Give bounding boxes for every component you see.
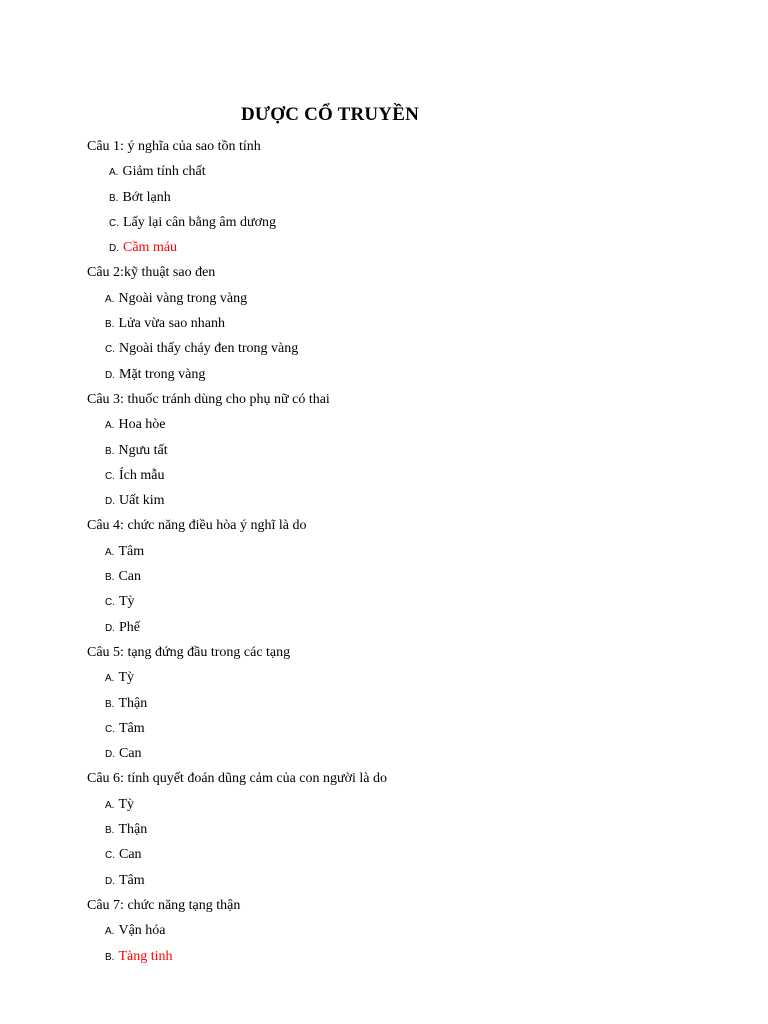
option-letter: B. — [105, 698, 115, 710]
option-letter: A. — [109, 167, 119, 179]
option-text: Can — [119, 847, 142, 863]
answer-option — [87, 412, 727, 437]
option-text: Phế — [119, 619, 140, 635]
option-text: Tỳ — [118, 796, 135, 812]
answer-option — [87, 463, 727, 488]
option-letter: C. — [105, 344, 115, 356]
answer-option — [87, 842, 727, 867]
option-text: Tâm — [119, 872, 145, 888]
question-text: Câu 5: tạng đứng đầu trong các tạng — [87, 644, 291, 660]
option-letter: B. — [105, 319, 115, 331]
option-letter: C. — [105, 470, 115, 482]
option-text: Tâm — [119, 720, 145, 736]
option-text: Can — [119, 746, 142, 762]
option-text: Uất kim — [119, 493, 165, 509]
option-letter: B. — [105, 951, 115, 963]
answer-option — [87, 438, 727, 463]
option-text: Giảm tính chất — [122, 164, 206, 180]
option-letter: C. — [105, 723, 115, 735]
answer-option — [87, 691, 727, 716]
option-text: Tâm — [118, 543, 145, 559]
answer-option — [87, 615, 727, 640]
option-text: Vận hóa — [118, 923, 166, 939]
answer-option — [87, 159, 727, 184]
answer-option — [87, 918, 727, 943]
option-letter: A. — [105, 420, 115, 432]
question-text: Câu 3: thuốc tránh dùng cho phụ nữ có thai — [87, 391, 330, 407]
option-letter: C. — [105, 850, 115, 862]
answer-option — [87, 210, 727, 235]
document-title: DƯỢC CỔ TRUYỀN — [240, 104, 420, 125]
option-letter: B. — [109, 192, 119, 204]
answer-option — [87, 336, 727, 361]
answer-option — [87, 792, 727, 817]
option-text: Ngoài thấy cháy đen trong vàng — [119, 341, 299, 357]
option-letter: A. — [105, 799, 115, 811]
question-text: Câu 2:kỹ thuật sao đen — [87, 265, 216, 281]
option-text: Lấy lại cân bằng âm dương — [123, 214, 276, 230]
option-letter: D. — [105, 369, 115, 381]
option-letter: C. — [105, 597, 115, 609]
option-letter: A. — [105, 293, 115, 305]
answer-option — [87, 311, 727, 336]
answer-option — [87, 944, 727, 969]
option-letter: D. — [105, 875, 115, 887]
option-text: Mặt trong vàng — [119, 366, 206, 382]
answer-option — [87, 185, 727, 210]
option-text: Ngưu tất — [118, 442, 168, 458]
option-letter: D. — [109, 243, 119, 255]
option-text: Tỳ — [119, 594, 135, 610]
question-text: Câu 6: tính quyết đoán dũng cảm của con người là do — [87, 771, 387, 787]
option-text: Hoa hòe — [118, 417, 166, 433]
option-text: Tỳ — [118, 670, 135, 686]
answer-option — [87, 539, 727, 564]
option-text: Bớt lạnh — [122, 189, 171, 205]
option-text: Thận — [118, 695, 148, 711]
answer-option — [87, 817, 727, 842]
question-text: Câu 4: chức năng điều hòa ý nghĩ là do — [87, 518, 307, 534]
answer-option — [87, 488, 727, 513]
answer-option — [87, 741, 727, 766]
question-list — [87, 134, 727, 969]
option-text: Can — [118, 569, 142, 585]
correct-answer-text: Cầm máu — [123, 240, 178, 256]
option-letter: D. — [105, 622, 115, 634]
answer-option — [87, 665, 727, 690]
option-letter: A. — [105, 546, 115, 558]
option-letter: D. — [105, 749, 115, 761]
question-text: Câu 7: chức năng tạng thận — [87, 897, 241, 913]
option-letter: B. — [105, 825, 115, 837]
option-letter: A. — [105, 926, 115, 938]
answer-option — [87, 716, 727, 741]
option-text: Ích mẫu — [119, 467, 165, 483]
answer-option — [87, 564, 727, 589]
answer-option — [87, 868, 727, 893]
correct-answer-text: Tàng tinh — [118, 948, 173, 964]
option-text: Ngoài vàng trong vàng — [118, 290, 248, 306]
question-text: Câu 1: ý nghĩa của sao tồn tính — [87, 139, 261, 154]
option-letter: B. — [105, 572, 115, 584]
answer-option — [87, 235, 727, 260]
option-letter: A. — [105, 673, 115, 685]
option-letter: B. — [105, 445, 115, 457]
answer-option — [87, 589, 727, 614]
answer-option — [87, 286, 727, 311]
option-letter: C. — [109, 217, 119, 229]
answer-option — [87, 362, 727, 387]
option-letter: D. — [105, 496, 115, 508]
option-text: Lửa vừa sao nhanh — [118, 316, 225, 332]
option-text: Thận — [118, 822, 148, 838]
